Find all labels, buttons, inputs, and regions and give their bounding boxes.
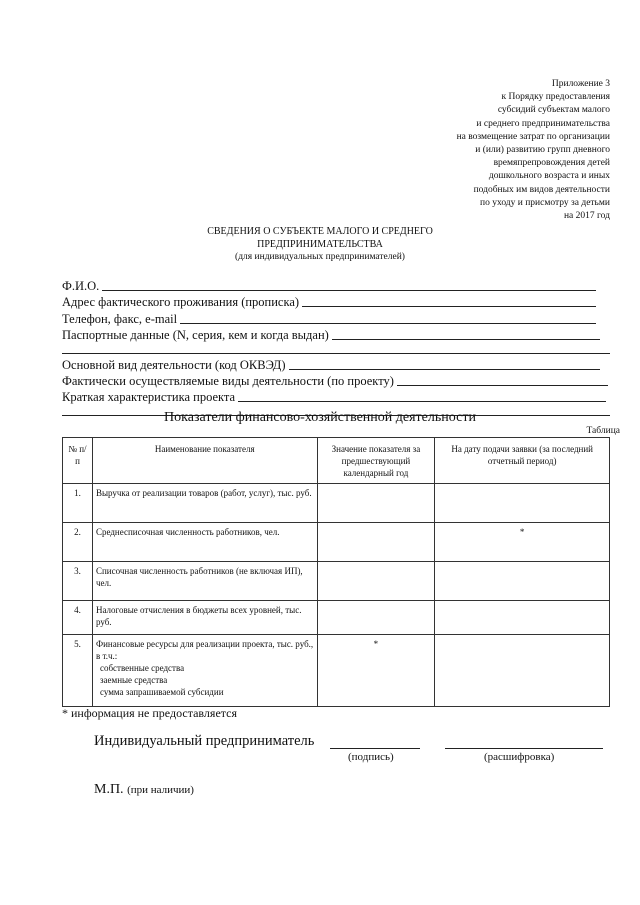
fill-line[interactable] bbox=[332, 339, 600, 340]
table-row bbox=[63, 562, 610, 601]
row-name: Среднесписочная численность работников, чел. bbox=[92, 523, 317, 562]
title-subtitle: (для индивидуальных предпринимателей) bbox=[235, 252, 405, 262]
table-row bbox=[63, 601, 610, 635]
table-row bbox=[63, 484, 610, 523]
title-line-2: ПРЕДПРИНИМАТЕЛЬСТВА bbox=[257, 238, 383, 250]
row-subitem: собственные средства bbox=[99, 663, 185, 673]
header-current: На дату подачи заявки (за последний отчетный период) bbox=[435, 438, 610, 484]
signature-line[interactable] bbox=[330, 748, 420, 749]
signature-caption: (подпись) bbox=[348, 751, 394, 763]
signature-decode-caption: (расшифровка) bbox=[484, 751, 555, 763]
blank-line[interactable] bbox=[62, 343, 610, 354]
field-actual-activities[interactable] bbox=[62, 373, 610, 389]
header-num: № п/п bbox=[63, 438, 93, 484]
appendix-line: дошкольного возраста и иных bbox=[488, 171, 610, 182]
appendix-line: и среднего предпринимательства bbox=[476, 118, 610, 129]
field-fio[interactable] bbox=[62, 278, 610, 294]
field-label: Ф.И.О. bbox=[62, 279, 100, 294]
row-prev[interactable] bbox=[317, 562, 435, 601]
signature-label: Индивидуальный предприниматель bbox=[94, 733, 315, 749]
fill-line[interactable] bbox=[289, 369, 601, 370]
row-current[interactable] bbox=[435, 562, 610, 601]
footnote: * информация не предоставляется bbox=[62, 706, 238, 720]
appendix-line: и (или) развитию групп дневного bbox=[475, 145, 610, 156]
field-label: Основной вид деятельности (код ОКВЭД) bbox=[62, 357, 286, 372]
row-prev[interactable] bbox=[317, 523, 435, 562]
row-name: Выручка от реализации товаров (работ, услуг), тыс. руб. bbox=[92, 484, 317, 523]
fill-line[interactable] bbox=[302, 306, 596, 307]
table-row bbox=[63, 523, 610, 562]
field-label: Краткая характеристика проекта bbox=[62, 390, 236, 405]
appendix-line: на 2017 год bbox=[563, 211, 610, 222]
row-name: Налоговые отчисления в бюджеты всех уровней, тыс. руб. bbox=[92, 601, 317, 635]
appendix-line: по уходу и присмотру за детьми bbox=[479, 197, 610, 208]
row-num: 2. bbox=[63, 523, 93, 562]
field-address[interactable] bbox=[62, 294, 610, 310]
field-label: Телефон, факс, e-mail bbox=[62, 311, 178, 326]
stamp-area bbox=[94, 782, 194, 798]
row-prev[interactable] bbox=[317, 484, 435, 523]
field-main-activity[interactable] bbox=[62, 357, 610, 373]
appendix-line: Приложение 3 bbox=[551, 79, 610, 89]
field-label: Адрес фактического проживания (прописка) bbox=[62, 295, 300, 310]
fill-line[interactable] bbox=[180, 323, 596, 324]
indicators-table bbox=[62, 437, 610, 707]
row-current[interactable] bbox=[435, 635, 610, 707]
document-title bbox=[0, 226, 640, 264]
row-prev[interactable]: * bbox=[317, 635, 435, 707]
row-name bbox=[92, 635, 317, 707]
table-heading: Показатели финансово-хозяйственной деятельности bbox=[164, 410, 476, 425]
table-header-row bbox=[63, 438, 610, 484]
field-phone[interactable] bbox=[62, 310, 610, 326]
row-num: 5. bbox=[63, 635, 93, 707]
table-row bbox=[63, 635, 610, 707]
appendix-line: субсидий субъектам малого bbox=[497, 105, 610, 116]
stamp-label: М.П. bbox=[94, 782, 124, 797]
row-subitem: заемные средства bbox=[99, 675, 168, 685]
row-current[interactable] bbox=[435, 601, 610, 635]
row-current[interactable]: * bbox=[435, 523, 610, 562]
field-label: Фактически осуществляемые виды деятельности (по проекту) bbox=[62, 374, 394, 389]
table-caption: Таблица bbox=[586, 426, 620, 436]
row-subitem: сумма запрашиваемой субсидии bbox=[99, 687, 224, 697]
row-name-text: Финансовые ресурсы для реализации проекта, тыс. руб., в т.ч.: bbox=[95, 639, 314, 661]
signature-decode-line[interactable] bbox=[445, 748, 603, 749]
appendix-line: подобных им видов деятельности bbox=[473, 184, 610, 195]
row-prev[interactable] bbox=[317, 601, 435, 635]
field-label: Паспортные данные (N, серия, кем и когда выдан) bbox=[62, 327, 329, 342]
fill-line[interactable] bbox=[397, 385, 608, 386]
header-name: Наименование показателя bbox=[92, 438, 317, 484]
applicant-fields bbox=[62, 278, 610, 416]
appendix-line: к Порядку предоставления bbox=[501, 92, 610, 103]
header-prev: Значение показателя за предшествующий календарный год bbox=[317, 438, 435, 484]
stamp-note: (при наличии) bbox=[127, 784, 194, 796]
fill-line[interactable] bbox=[102, 290, 596, 291]
row-num: 3. bbox=[63, 562, 93, 601]
row-num: 1. bbox=[63, 484, 93, 523]
appendix-reference bbox=[350, 78, 610, 223]
appendix-line: на возмещение затрат по организации bbox=[456, 131, 610, 142]
appendix-line: времяпрепровождения детей bbox=[493, 158, 610, 169]
row-num: 4. bbox=[63, 601, 93, 635]
row-name: Списочная численность работников (не включая ИП), чел. bbox=[92, 562, 317, 601]
field-project[interactable] bbox=[62, 389, 610, 405]
title-line-1: СВЕДЕНИЯ О СУБЪЕКТЕ МАЛОГО И СРЕДНЕГО bbox=[207, 226, 433, 237]
field-passport[interactable] bbox=[62, 327, 610, 343]
fill-line[interactable] bbox=[238, 401, 606, 402]
row-current[interactable] bbox=[435, 484, 610, 523]
